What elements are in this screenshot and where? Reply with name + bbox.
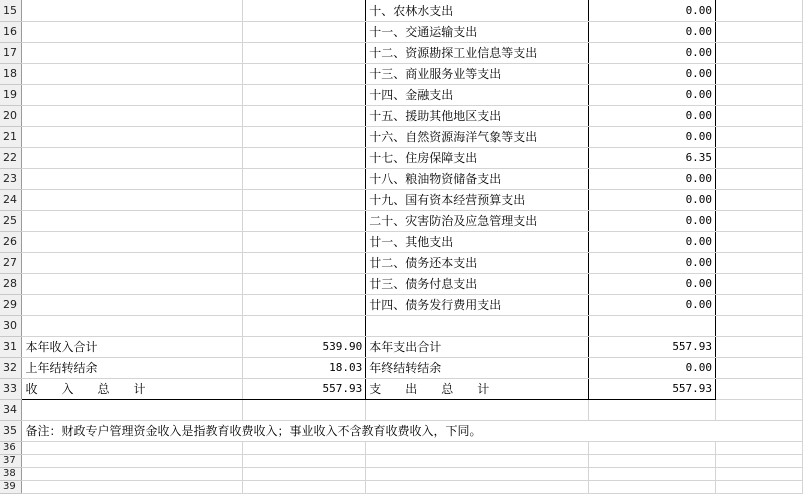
row-header[interactable]: 20 — [0, 105, 22, 126]
sheet-row — [0, 168, 803, 189]
sheet-row — [0, 357, 803, 378]
cell[interactable] — [716, 168, 803, 189]
expense-item-value[interactable]: 0.00 — [589, 105, 716, 126]
row-header[interactable]: 39 — [0, 480, 22, 493]
row-header[interactable]: 37 — [0, 454, 22, 467]
row-header[interactable]: 30 — [0, 315, 22, 336]
sheet-row — [0, 420, 803, 441]
sheet-row — [0, 147, 803, 168]
sheet-row — [0, 273, 803, 294]
income-total-label[interactable]: 本年收入合计 — [22, 336, 243, 357]
cell[interactable] — [716, 210, 803, 231]
cell[interactable] — [22, 231, 243, 252]
row-header[interactable]: 26 — [0, 231, 22, 252]
expense-item-value[interactable]: 0.00 — [589, 189, 716, 210]
cell[interactable] — [716, 126, 803, 147]
cell[interactable] — [716, 105, 803, 126]
cell[interactable] — [366, 315, 589, 336]
expense-grand-total-label[interactable]: 支 出 总 计 — [366, 378, 589, 399]
expense-item-value[interactable]: 0.00 — [589, 252, 716, 273]
cell[interactable] — [243, 189, 366, 210]
row-header[interactable]: 31 — [0, 336, 22, 357]
cell[interactable] — [366, 467, 589, 480]
cell[interactable] — [22, 84, 243, 105]
expense-item-value[interactable]: 0.00 — [589, 294, 716, 315]
expense-item-label[interactable]: 十二、资源勘探工业信息等支出 — [366, 42, 589, 63]
cell[interactable] — [716, 231, 803, 252]
cell[interactable] — [589, 467, 716, 480]
row-header[interactable]: 35 — [0, 420, 22, 441]
income-grand-total-value[interactable]: 557.93 — [243, 378, 366, 399]
expense-item-label[interactable]: 十、农林水支出 — [366, 0, 589, 21]
cell[interactable] — [716, 189, 803, 210]
sheet-row — [0, 63, 803, 84]
expense-item-value[interactable]: 0.00 — [589, 21, 716, 42]
cell[interactable] — [716, 63, 803, 84]
cell[interactable] — [22, 441, 243, 454]
row-header[interactable]: 28 — [0, 273, 22, 294]
sheet-row — [0, 189, 803, 210]
cell[interactable] — [243, 0, 366, 21]
expense-item-value[interactable]: 0.00 — [589, 273, 716, 294]
expense-item-label[interactable]: 二十、灾害防治及应急管理支出 — [366, 210, 589, 231]
sheet-row — [0, 441, 803, 454]
year-end-balance-value[interactable]: 0.00 — [589, 357, 716, 378]
expense-item-value[interactable]: 0.00 — [589, 126, 716, 147]
cell[interactable] — [716, 336, 803, 357]
row-header[interactable]: 27 — [0, 252, 22, 273]
cell[interactable] — [22, 399, 243, 420]
cell[interactable] — [589, 480, 716, 493]
cell[interactable] — [716, 315, 803, 336]
cell[interactable] — [716, 84, 803, 105]
sheet-row — [0, 454, 803, 467]
cell[interactable] — [243, 480, 366, 493]
expense-item-label[interactable]: 十四、金融支出 — [366, 84, 589, 105]
expense-grand-total-value[interactable]: 557.93 — [589, 378, 716, 399]
expense-item-value[interactable]: 0.00 — [589, 168, 716, 189]
cell[interactable] — [716, 467, 803, 480]
cell[interactable] — [22, 189, 243, 210]
row-header[interactable]: 17 — [0, 42, 22, 63]
cell[interactable] — [716, 294, 803, 315]
row-header[interactable]: 24 — [0, 189, 22, 210]
cell[interactable] — [366, 399, 589, 420]
cell[interactable] — [22, 21, 243, 42]
sheet-row — [0, 399, 803, 420]
cell[interactable] — [22, 168, 243, 189]
cell[interactable] — [243, 105, 366, 126]
cell[interactable] — [366, 480, 589, 493]
row-header[interactable]: 15 — [0, 0, 22, 21]
row-header[interactable]: 36 — [0, 441, 22, 454]
cell[interactable] — [716, 357, 803, 378]
cell[interactable] — [589, 315, 716, 336]
row-header[interactable]: 21 — [0, 126, 22, 147]
cell[interactable] — [366, 454, 589, 467]
expense-item-value[interactable]: 0.00 — [589, 63, 716, 84]
cell[interactable] — [243, 126, 366, 147]
sheet-row — [0, 0, 803, 21]
cell[interactable] — [243, 42, 366, 63]
expense-item-value[interactable]: 6.35 — [589, 147, 716, 168]
sheet-row — [0, 467, 803, 480]
sheet-row — [0, 252, 803, 273]
sheet-row — [0, 315, 803, 336]
cell[interactable] — [716, 480, 803, 493]
cell[interactable] — [22, 454, 243, 467]
cell[interactable] — [22, 210, 243, 231]
sheet-row — [0, 231, 803, 252]
expense-item-label[interactable]: 廿一、其他支出 — [366, 231, 589, 252]
row-header[interactable]: 33 — [0, 378, 22, 399]
sheet-row — [0, 210, 803, 231]
expense-total-value[interactable]: 557.93 — [589, 336, 716, 357]
sheet-row — [0, 294, 803, 315]
row-header[interactable]: 16 — [0, 21, 22, 42]
prior-balance-value[interactable]: 18.03 — [243, 357, 366, 378]
cell[interactable] — [22, 480, 243, 493]
sheet-row — [0, 42, 803, 63]
income-grand-total-label[interactable]: 收 入 总 计 — [22, 378, 243, 399]
cell[interactable] — [243, 467, 366, 480]
cell[interactable] — [22, 147, 243, 168]
cell[interactable] — [22, 105, 243, 126]
cell[interactable] — [243, 63, 366, 84]
expense-item-label[interactable]: 廿四、债务发行费用支出 — [366, 294, 589, 315]
cell[interactable] — [22, 42, 243, 63]
cell[interactable] — [589, 454, 716, 467]
cell[interactable] — [716, 399, 803, 420]
footnote[interactable]: 备注：财政专户管理资金收入是指教育收费收入；事业收入不含教育收费收入，下同。 — [22, 420, 803, 441]
cell[interactable] — [243, 273, 366, 294]
expense-item-value[interactable]: 0.00 — [589, 0, 716, 21]
expense-item-label[interactable]: 廿二、债务还本支出 — [366, 252, 589, 273]
cell[interactable] — [243, 210, 366, 231]
cell[interactable] — [22, 63, 243, 84]
expense-total-label[interactable]: 本年支出合计 — [366, 336, 589, 357]
sheet-row — [0, 84, 803, 105]
cell[interactable] — [243, 315, 366, 336]
cell[interactable] — [22, 0, 243, 21]
cell[interactable] — [243, 21, 366, 42]
cell[interactable] — [243, 147, 366, 168]
cell[interactable] — [716, 0, 803, 21]
expense-item-value[interactable]: 0.00 — [589, 84, 716, 105]
cell[interactable] — [716, 454, 803, 467]
sheet-row — [0, 126, 803, 147]
cell[interactable] — [716, 441, 803, 454]
expense-item-value[interactable]: 0.00 — [589, 42, 716, 63]
row-header[interactable]: 22 — [0, 147, 22, 168]
expense-item-label[interactable]: 十九、国有资本经营预算支出 — [366, 189, 589, 210]
cell[interactable] — [243, 441, 366, 454]
row-header[interactable]: 34 — [0, 399, 22, 420]
income-total-value[interactable]: 539.90 — [243, 336, 366, 357]
expense-item-value[interactable]: 0.00 — [589, 210, 716, 231]
row-header[interactable]: 25 — [0, 210, 22, 231]
expense-item-label[interactable]: 十一、交通运输支出 — [366, 21, 589, 42]
cell[interactable] — [716, 147, 803, 168]
cell[interactable] — [716, 42, 803, 63]
cell[interactable] — [716, 378, 803, 399]
row-header[interactable]: 38 — [0, 467, 22, 480]
cell[interactable] — [366, 441, 589, 454]
cell[interactable] — [716, 21, 803, 42]
cell[interactable] — [22, 126, 243, 147]
row-header[interactable]: 29 — [0, 294, 22, 315]
sheet-row — [0, 480, 803, 493]
year-end-balance-label[interactable]: 年终结转结余 — [366, 357, 589, 378]
sheet-row — [0, 336, 803, 357]
sheet-row — [0, 378, 803, 399]
cell[interactable] — [243, 399, 366, 420]
expense-item-label[interactable]: 十七、住房保障支出 — [366, 147, 589, 168]
cell[interactable] — [22, 467, 243, 480]
expense-item-label[interactable]: 十五、援助其他地区支出 — [366, 105, 589, 126]
cell[interactable] — [589, 441, 716, 454]
expense-item-label[interactable]: 十三、商业服务业等支出 — [366, 63, 589, 84]
cell[interactable] — [22, 273, 243, 294]
cell[interactable] — [22, 315, 243, 336]
row-header[interactable]: 18 — [0, 63, 22, 84]
expense-item-label[interactable]: 十八、粮油物资储备支出 — [366, 168, 589, 189]
cell[interactable] — [589, 399, 716, 420]
cell[interactable] — [716, 273, 803, 294]
cell[interactable] — [243, 84, 366, 105]
row-header[interactable]: 23 — [0, 168, 22, 189]
cell[interactable] — [243, 168, 366, 189]
row-header[interactable]: 19 — [0, 84, 22, 105]
expense-item-label[interactable]: 廿三、债务付息支出 — [366, 273, 589, 294]
cell[interactable] — [243, 294, 366, 315]
sheet-row — [0, 21, 803, 42]
cell[interactable] — [22, 252, 243, 273]
expense-item-value[interactable]: 0.00 — [589, 231, 716, 252]
prior-balance-label[interactable]: 上年结转结余 — [22, 357, 243, 378]
sheet-row — [0, 105, 803, 126]
cell[interactable] — [716, 252, 803, 273]
expense-item-label[interactable]: 十六、自然资源海洋气象等支出 — [366, 126, 589, 147]
cell[interactable] — [243, 454, 366, 467]
summary-body — [0, 315, 803, 493]
cell[interactable] — [243, 231, 366, 252]
row-header[interactable]: 32 — [0, 357, 22, 378]
cell[interactable] — [243, 252, 366, 273]
cell[interactable] — [22, 294, 243, 315]
